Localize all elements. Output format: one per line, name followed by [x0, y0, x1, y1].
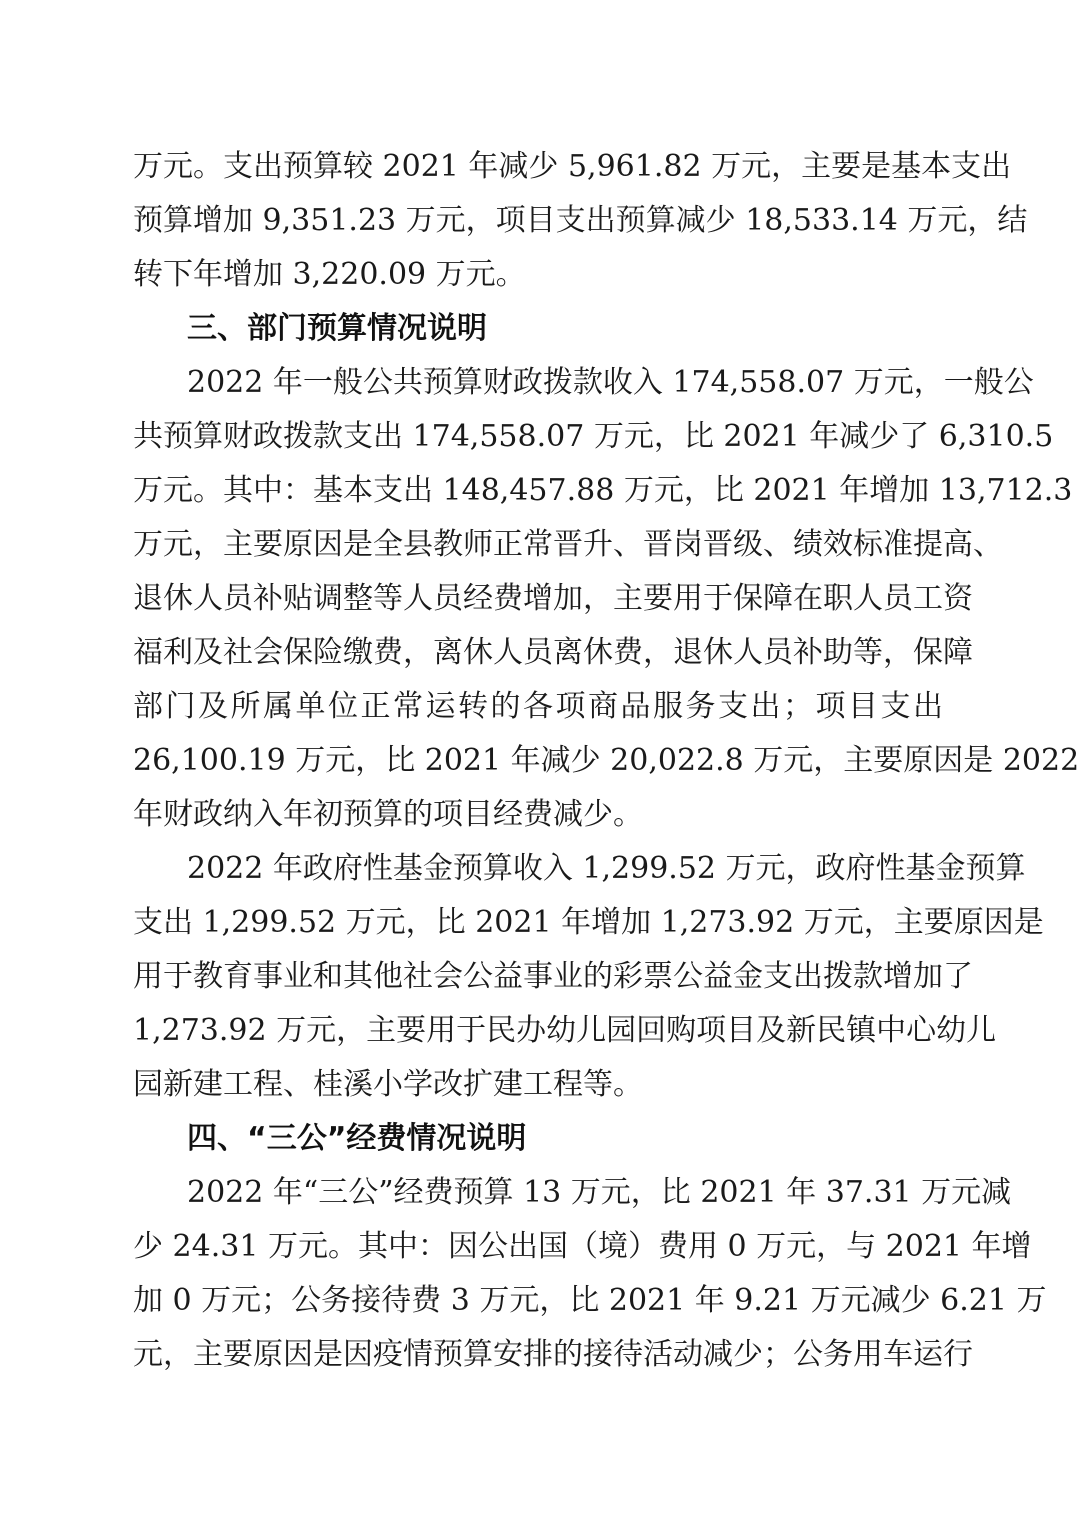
- body-text-line: 万元。其中：基本支出 148,457.88 万元，比 2021 年增加 13,712.3: [133, 473, 1073, 508]
- body-text-line: 万元。支出预算较 2021 年减少 5,961.82 万元，主要是基本支出: [133, 149, 1012, 184]
- body-text-line: 园新建工程、桂溪小学改扩建工程等。: [133, 1067, 643, 1102]
- body-text-line: 部门及所属单位正常运转的各项商品服务支出；项目支出: [133, 689, 943, 724]
- body-text-line: 2022 年政府性基金预算收入 1,299.52 万元，政府性基金预算: [187, 851, 1026, 886]
- body-text-line: 预算增加 9,351.23 万元，项目支出预算减少 18,533.14 万元，结: [133, 203, 1028, 238]
- body-text-line: 转下年增加 3,220.09 万元。: [133, 257, 526, 292]
- body-text-line: 元，主要原因是因疫情预算安排的接待活动减少；公务用车运行: [133, 1337, 973, 1372]
- body-text-line: 支出 1,299.52 万元，比 2021 年增加 1,273.92 万元，主要原因是: [133, 905, 1044, 940]
- body-text-line: 1,273.92 万元，主要用于民办幼儿园回购项目及新民镇中心幼儿: [133, 1013, 997, 1048]
- body-text-line: 用于教育事业和其他社会公益事业的彩票公益金支出拨款增加了: [133, 959, 973, 994]
- body-text-line: 少 24.31 万元。其中：因公出国（境）费用 0 万元，与 2021 年增: [133, 1229, 1032, 1264]
- body-text-line: 26,100.19 万元，比 2021 年减少 20,022.8 万元，主要原因是 2022: [133, 743, 1079, 778]
- body-text-line: 加 0 万元；公务接待费 3 万元，比 2021 年 9.21 万元减少 6.21 万: [133, 1283, 1047, 1318]
- body-text-line: 2022 年“三公”经费预算 13 万元，比 2021 年 37.31 万元减: [187, 1175, 1012, 1210]
- section-heading-three-public-expenses: 四、“三公”经费情况说明: [187, 1121, 527, 1156]
- section-heading-department-budget: 三、部门预算情况说明: [187, 311, 487, 346]
- body-text-line: 共预算财政拨款支出 174,558.07 万元，比 2021 年减少了 6,310.5: [133, 419, 1054, 454]
- body-text-line: 福利及社会保险缴费，离休人员离休费，退休人员补助等，保障: [133, 635, 973, 670]
- body-text-line: 退休人员补贴调整等人员经费增加，主要用于保障在职人员工资: [133, 581, 973, 616]
- body-text-line: 年财政纳入年初预算的项目经费减少。: [133, 797, 643, 832]
- body-text-line: 2022 年一般公共预算财政拨款收入 174,558.07 万元，一般公: [187, 365, 1034, 400]
- body-text-line: 万元，主要原因是全县教师正常晋升、晋岗晋级、绩效标准提高、: [133, 527, 1003, 562]
